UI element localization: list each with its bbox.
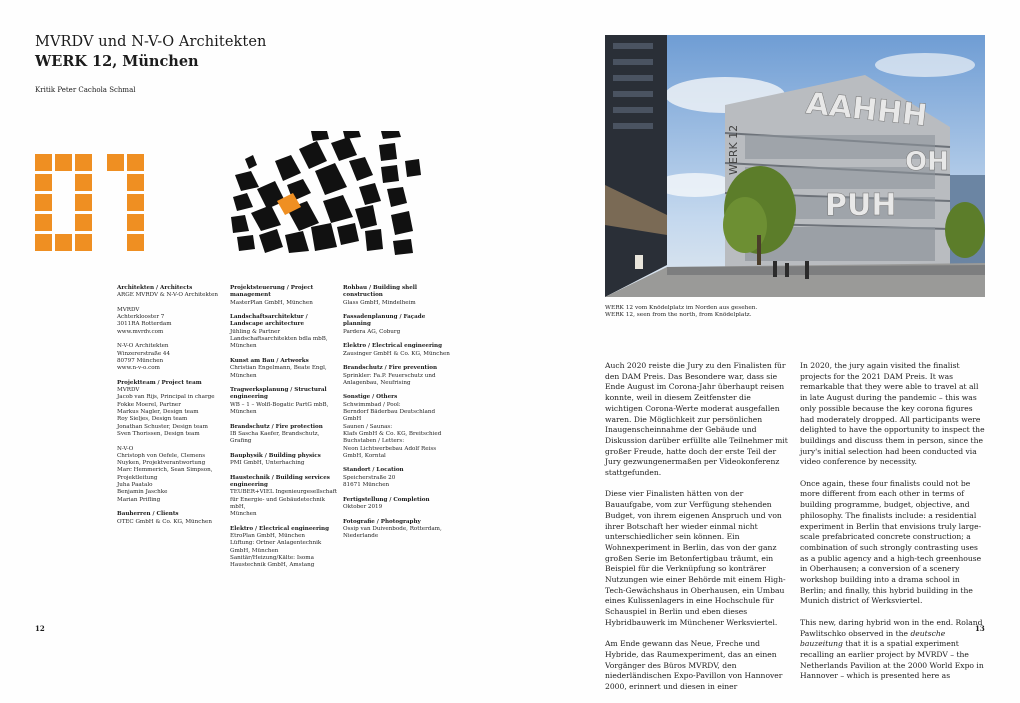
credit-heading: Haustechnik / Building services engineering [230,474,330,489]
credit-line: www.mvrdv.com [117,328,164,335]
credit-line: MVRDV [117,387,140,394]
credit-block [343,343,455,358]
credit-line: Achterklooster 7 [117,314,165,321]
credit-line: Jühling & Partner [230,328,281,335]
english-paragraph-3: This new, daring hybrid won in the end. Roland Pawlitschko observed in the deutsche bauzeitung that it is a spatial experiment recalling an earlier project by MVRDV – the Netherlands Pavilion at the 2000 World Expo in Hannover – which is presented here as [800,617,984,681]
credit-line: Saunen / Saunas: [343,423,393,430]
credit-line: Lüftung: Ortner Anlagentechnik [230,540,322,547]
credits-column-2 [230,285,342,577]
credit-block [117,307,229,336]
credit-heading: Landschaftsarchitektur / Landscape architecture [230,314,308,328]
caption-english: WERK 12, seen from the north, from Knödelplatz. [605,312,752,319]
credit-line: Nuyken, Projektverantwortung [117,460,206,467]
credit-heading: Elektro / Electrical engineering [230,525,330,532]
credit-heading: Kunst am Bau / Artworks [230,357,309,364]
project-number-graphic [35,152,155,256]
credit-line: www.n-v-o.com [117,365,160,372]
photo-sign-aahhh: AAHHH [804,86,929,134]
credit-line: Haustechnik GmbH, Amstang [230,562,315,569]
credit-line: GmbH, München [230,547,279,554]
credit-line: Christian Engelmann, Beate Engl, [230,365,327,372]
credit-line: Landschaftsarchitekten bdla mbB, [230,336,328,343]
credit-block [343,365,455,387]
german-paragraph-3: Am Ende gewann das Neue, Freche und Hybride, das Raumexperiment, das an einen Vorgänger des Büros MVRDV, den niederländischen Expo-Pavillon von Hannover 2000, erinnert und diesen in einer [605,639,783,692]
credit-block [343,497,455,512]
page-number-right: 13 [975,624,985,633]
credit-line: Anlagenbau, Neufrising [343,379,411,386]
credit-line: OTEC GmbH & Co. KG, München [117,518,212,525]
credit-heading: Fotografie / Photography [343,518,421,525]
critic-byline: Kritik Peter Cachola Schmal [35,86,136,94]
credit-line: München [230,409,257,416]
credit-line: GmbH, Korntal [343,452,386,459]
credit-line: für Energie- und Gebäudetechnik mbH, [230,496,325,510]
credit-heading: Brandschutz / Fire prevention [343,365,438,372]
credit-line: MasterPlan GmbH, München [230,299,313,306]
credit-heading: Elektro / Electrical engineering [343,343,443,350]
building-photo [605,35,985,297]
credit-line: TEUBER+VIEL Ingenieurgesellschaft [230,489,338,496]
credit-line: N-V-O Architekten [117,343,169,350]
credit-line: Niederlande [343,533,379,540]
credit-block [230,358,342,380]
credit-heading: Architekten / Architects [117,285,193,291]
credit-block [343,285,455,307]
english-paragraph-2: Once again, these four finalists could not be more different from each other in terms of building programme, budget, objective, and philosophy. The finalists include: a residential experiment in Berlin that envisions truly large-scale prefabricated concrete construction; a combination of such strongly contrasting uses as a public agency and a high-tech greenhouse in Oberhausen; a conversion of a scenery workshop building into a drama school in Berlin; and finally, this hybrid building in the Munich district of Werksviertel. [800,478,982,606]
credit-heading: Fassadenplanung / Façade planning [343,314,426,328]
credit-line: EtroPlan GmbH, München [230,533,306,540]
credit-heading: Bauherren / Clients [117,511,179,518]
credit-heading: Standort / Location [343,467,404,474]
credit-line: Roy Sieljes, Design team [117,416,188,423]
credit-line: Pardera AG, Coburg [343,328,401,335]
credit-line: Jacob van Rijs, Principal in charge [117,394,215,401]
credit-block [343,314,455,336]
credit-heading: Brandschutz / Fire protection [230,423,323,430]
credit-line: Juha Paatalo [117,482,153,489]
credit-heading: Rohbau / Building shell construction [343,285,418,299]
credit-line: Winzererstraße 44 [117,350,171,357]
credit-block [230,424,342,446]
credit-heading: Bauphysik / Building physics [230,452,321,459]
credit-line: N-V-O [117,445,134,452]
credit-block [117,446,229,504]
credit-heading: Projektsteuerung / Project management [230,285,314,299]
credit-line: Schwimmbad / Pool: [343,401,401,408]
credit-block [230,387,342,416]
credit-line: 80797 München [117,357,164,364]
credit-heading: Projektteam / Project team [117,379,202,386]
credit-line: München [230,343,257,350]
credit-line: Glass GmbH, Mindelheim [343,299,416,306]
credit-line: Jonathan Schuster, Design team [117,423,208,430]
body-text-english [800,361,985,693]
credits-column-3 [343,285,455,548]
credit-heading: Sonstige / Others [343,394,398,401]
caption-german: WERK 12 vom Knödelplatz im Norden aus gesehen. [605,305,758,311]
page-number-left: 12 [35,624,45,633]
credit-block [230,453,342,468]
credit-line: Zausinger GmbH & Co. KG, München [343,350,450,357]
credit-block [117,380,229,438]
credit-block [343,467,455,489]
credit-line: Speicherstraße 20 [343,474,396,481]
credit-line: Marian Prifling [117,496,161,503]
credit-block [117,285,229,300]
project-architects-title: MVRDV und N-V-O Architekten [35,34,267,50]
credit-line: Markus Nagler, Design team [117,409,199,416]
credit-line: Benjamin Jaschke [117,489,168,496]
credit-line: 81671 München [343,482,390,489]
credit-line: Klafs GmbH & Co. KG, Breitschied [343,430,442,437]
credit-block [230,314,342,350]
photo-sign-oh: OH [905,147,949,177]
site-plan-diagram [231,131,421,256]
german-paragraph-2: Diese vier Finalisten hätten von der Bauaufgabe, vom zur Verfügung stehenden Budget, von ihrem eigenen Anspruch und von ihrer Botschaft her wieder einmal nicht unterschiedlicher sein können. Ein Wohnexperiment in Berlin, das von der ganz großen Serie im Betonfertigbau träumt, ein Beispiel für die Verknüpfung so konträrer Nutzungen wie einer Behörde mit einem High-Tech-Gewächshaus in Oberhausen, ein Umbau eines Kulissenlagers in eine Hochschule für Schauspiel in Berlin und eben dieses Hybridbauwerk im Münchener Werksviertel. [605,489,786,627]
credit-block [343,519,455,541]
credit-line: Sven Thorissen, Design team [117,430,200,437]
english-paragraph-1: In 2020, the jury again visited the finalist projects for the 2021 DAM Preis. It was remarkable that they were able to travel at all in late August during the pandemic – this was only possible because the key corona figures had moderately dropped. All participants were delighted to have the opportunity to inspect the buildings and discuss them in person, since the jury's initial selection had been conducted via video conference by necessity. [800,361,985,467]
credit-line: Christoph von Oefele, Clemens [117,452,206,459]
credit-line: Sprinkler: Fa.P. Feuerschutz und [343,372,436,379]
credit-line: IB Sascha Kaefer, Brandschutz, Grafing [230,430,320,445]
credits-column-1 [117,285,229,533]
credit-line: Ossip van Duivenbode, Rotterdam, [343,525,442,532]
credit-line: Fokke Moerel, Partner [117,401,181,408]
photo-sign-puh: PUH [825,188,897,223]
credit-heading: Tragwerksplanung / Structural engineering [230,387,327,401]
credit-line: München [230,372,257,379]
credit-line: 3011RA Rotterdam [117,321,172,328]
credit-line: Projektleitung [117,474,158,481]
credit-line: Oktober 2019 [343,503,383,510]
credit-line: Sanitär/Heizung/Kälte: Isoma [230,554,314,561]
photo-sign-werk12: WERK 12 [727,124,740,175]
credit-heading: Fertigstellung / Completion [343,496,430,503]
credit-line: Buchstaben / Letters: [343,438,405,445]
credit-line: MVRDV [117,306,140,313]
credit-line: ARGE MVRDV & N-V-O Architekten [117,292,219,299]
body-text-german [605,361,790,703]
credit-line: München [230,511,257,518]
credit-block [230,475,342,519]
project-name-title: WERK 12, München [35,53,199,70]
credit-line: Marc Hemmerich, Sean Simpson, [117,467,213,474]
credit-line: PMI GmbH, Unterhaching [230,460,305,467]
credit-line: Neon Lichtwerbebau Adolf Reiss [343,445,437,452]
credit-block [117,511,229,526]
credit-block [343,394,455,460]
credit-line: WB – 1 – Wolfl-Bogatic PartG mbB, [230,401,329,408]
credit-block [230,285,342,307]
credit-block [230,526,342,570]
credit-block [117,343,229,372]
german-paragraph-1: Auch 2020 reiste die Jury zu den Finalisten für den DAM Preis. Das Besondere war, dass sie Ende August im Corona-Jahr überhaupt reisen konnte, weil in diesem Zeitfenster die wichtigen Corona-Werte moderat ausgefallen waren. Die Möglichkeit zur persönlichen Inaugenscheinnahme der Gebäude und Diskussion darüber erfüllte alle Teilnehmer mit großer Freude, hatte doch der erste Teil der Jury gezwungenermaßen per Videokonferenz stattgefunden. [605,361,788,478]
photo-caption [605,305,805,320]
credit-line: Berndorf Bäderbau Deutschland GmbH [343,409,436,423]
